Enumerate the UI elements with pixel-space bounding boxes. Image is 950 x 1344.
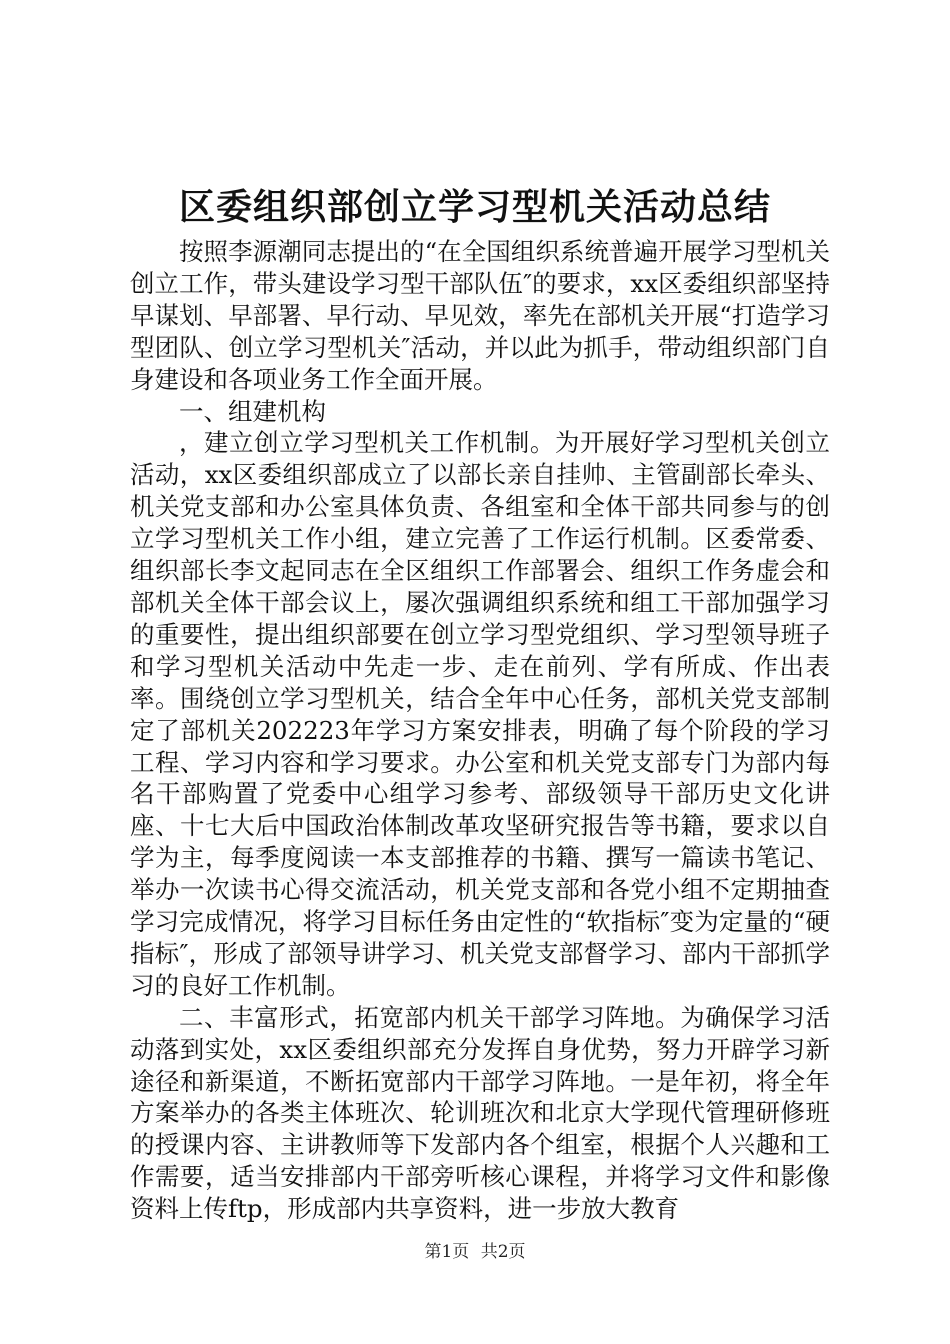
paragraph-intro: 按照李源潮同志提出的“在全国组织系统普遍开展学习型机关创立工作，带头建设学习型干部队伍″的要求，xx区委组织部坚持早谋划、早部署、早行动、早见效，率先在部机关开展“打造学习型团队、创立学习型机关″活动，并以此为抓手，带动组织部门自身建设和各项业务工作全面开展。 — [130, 237, 830, 394]
page-footer — [0, 1240, 950, 1264]
paragraph-section-2: 二、丰富形式，拓宽部内机关干部学习阵地。为确保学习活动落到实处，xx区委组织部充分发挥自身优势，努力开辟学习新途径和新渠道，不断拓宽部内干部学习阵地。一是年初，将全年方案举办的各类主体班次、轮训班次和北京大学现代管理研修班的授课内容、主讲教师等下发部内各个组室，根据个人兴趣和工作需要，适当安排部内干部旁听核心课程，并将学习文件和影像资料上传ftp，形成部内共享资料，进一步放大教育 — [130, 1002, 830, 1224]
page-number: 第1页 — [424, 1242, 470, 1262]
page-total: 共2页 — [480, 1242, 526, 1262]
document-title: 区委组织部创立学习型机关活动总结 — [178, 186, 771, 228]
document-body — [130, 236, 830, 1225]
paragraph-section-1: ，建立创立学习型机关工作机制。为开展好学习型机关创立活动，xx区委组织部成立了以部长亲自挂帅、主管副部长牵头、机关党支部和办公室具体负责、各组室和全体干部共同参与的创立学习型机关工作小组，建立完善了工作运行机制。区委常委、组织部长李文起同志在全区组织工作部署会、组织工作务虚会和部机关全体干部会议上，屡次强调组织系统和组工干部加强学习的重要性，提出组织部要在创立学习型党组织、学习型领导班子和学习型机关活动中先走一步、走在前列、学有所成、作出表率。围绕创立学习型机关，结合全年中心任务，部机关党支部制定了部机关202223年学习方案安排表，明确了每个阶段的学习工程、学习内容和学习要求。办公室和机关党支部专门为部内每名干部购置了党委中心组学习参考、部级领导干部历史文化讲座、十七大后中国政治体制改革攻坚研究报告等书籍，要求以自学为主，每季度阅读一本支部推荐的书籍、撰写一篇读书笔记、举办一次读书心得交流活动，机关党支部和各党小组不定期抽查学习完成情况，将学习目标任务由定性的“软指标″变为定量的“硬指标″，形成了部领导讲学习、机关党支部督学习、部内干部抓学习的良好工作机制。 — [130, 428, 830, 1000]
section-heading-1: 一、组建机构 — [179, 396, 326, 426]
